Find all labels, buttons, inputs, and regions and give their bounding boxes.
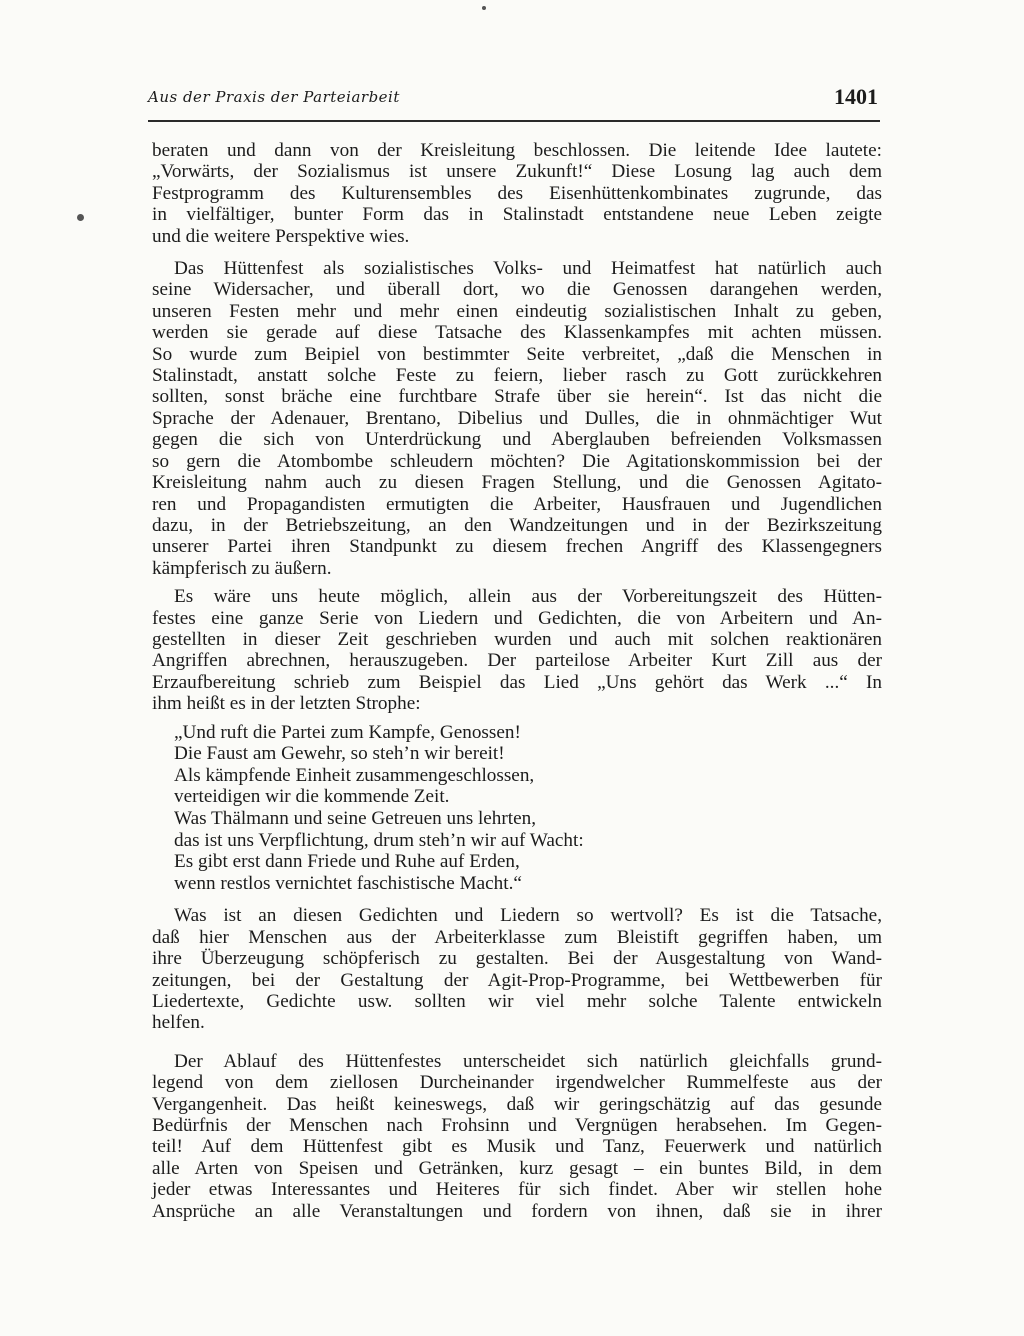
text-line: teil! Auf dem Hüttenfest gibt es Musik und Tanz, Feuerwerk und natürlich — [152, 1136, 882, 1158]
running-title: Aus der Praxis der Parteiarbeit — [148, 88, 400, 106]
poem-line: Als kämpfende Einheit zusammengeschlossen, — [174, 764, 535, 786]
text-line: und die weitere Perspektive wies. — [152, 225, 410, 247]
text-line: ihre Überzeugung schöpferisch zu gestalten. Bei der Ausgestaltung von Wand- — [152, 948, 882, 970]
text-line: Das Hüttenfest als sozialistisches Volks- und Heimatfest hat natürlich auch — [174, 258, 882, 280]
text-line: kämpferisch zu äußern. — [152, 557, 332, 579]
poem-line: Was Thälmann und seine Getreuen uns lehrten, — [174, 807, 537, 829]
text-line: gestellten in dieser Zeit geschrieben wurden und auch mit solchen reaktionären — [152, 628, 882, 650]
text-line: ren und Propagandisten ermutigten die Arbeiter, Hausfrauen und Jugendlichen — [152, 493, 882, 515]
text-line: Erzaufbereitung schrieb zum Beispiel das Lied „Uns gehört das Werk ...“ In — [152, 671, 882, 693]
poem-line: das ist uns Verpflichtung, drum steh’n wir auf Wacht: — [174, 829, 584, 851]
text-line: alle Arten von Speisen und Getränken, kurz gesagt – ein buntes Bild, in dem — [152, 1157, 882, 1179]
text-line: Der Ablauf des Hüttenfestes unterscheidet sich natürlich gleichfalls grund- — [174, 1050, 882, 1072]
running-header — [148, 86, 880, 122]
text-line: unserer Partei ihren Standpunkt zu diesem frechen Angriff des Klassengegners — [152, 536, 882, 558]
text-line: Angriffen abrechnen, herauszugeben. Der parteilose Arbeiter Kurt Zill aus der — [152, 650, 882, 672]
text-line: so gern die Atombombe schleudern möchten? Die Agitationskommission bei der — [152, 450, 882, 472]
text-line: sollten, sonst bräche eine furchtbare Strafe über sie herein“. Ist das nicht die — [152, 386, 882, 408]
text-line: So wurde zum Beipiel von bestimmter Seite verbreitet, „daß die Menschen in — [152, 343, 882, 365]
text-line: Ansprüche an alle Veranstaltungen und fordern von ihnen, daß sie in ihrer — [152, 1200, 882, 1222]
text-line: Sprache der Adenauer, Brentano, Dibelius und Dulles, die in ohnmächtiger Wut — [152, 407, 882, 429]
text-line: in vielfältiger, bunter Form das in Stalinstadt entstandene neue Leben zeigte — [152, 204, 882, 226]
text-line: Es wäre uns heute möglich, allein aus der Vorbereitungszeit des Hütten- — [174, 586, 882, 608]
text-line: Bedürfnis der Menschen nach Frohsinn und Vergnügen herabsehen. Im Gegen- — [152, 1114, 882, 1136]
text-line: Vergangenheit. Das heißt keineswegs, daß wir geringschätzig auf das gesunde — [152, 1093, 882, 1115]
paragraph-3 — [152, 586, 882, 714]
text-line: dazu, in der Betriebszeitung, an den Wandzeitungen und in der Bezirkszeitung — [152, 514, 882, 536]
ink-speck — [482, 6, 486, 10]
text-line: daß hier Menschen aus der Arbeiterklasse zum Bleistift gegriffen haben, um — [152, 926, 882, 948]
text-line: ihm heißt es in der letzten Strophe: — [152, 693, 421, 715]
text-line: Kreisleitung nahm auch zu diesen Fragen Stellung, und die Genossen Agitato- — [152, 472, 882, 494]
text-line: helfen. — [152, 1012, 205, 1034]
poem-line: „Und ruft die Partei zum Kampfe, Genossen! — [174, 721, 521, 743]
paragraph-4 — [152, 905, 882, 1033]
text-line: unseren Festen mehr und mehr einen eindeutig sozialistischen Inhalt zu geben, — [152, 300, 882, 322]
body-text — [152, 140, 882, 1222]
text-line: Stalinstadt, anstatt solche Feste zu feiern, lieber rasch zu Gott zurückkehren — [152, 365, 882, 387]
paragraph-5 — [152, 1051, 882, 1222]
poem-line: verteidigen wir die kommende Zeit. — [174, 786, 450, 808]
poem-stanza — [174, 722, 882, 895]
text-line: legend von dem ziellosen Durcheinander irgendwelcher Rummelfeste aus der — [152, 1072, 882, 1094]
text-line: „Vorwärts, der Sozialismus ist unsere Zukunft!“ Diese Losung lag auch dem — [152, 161, 882, 183]
text-line: Was ist an diesen Gedichten und Liedern so wertvoll? Es ist die Tatsache, — [174, 905, 882, 927]
page-number: 1401 — [834, 84, 878, 109]
ink-speck — [77, 214, 84, 221]
text-line: werden sie gerade auf diese Tatsache des Klassenkampfes mit achten müssen. — [152, 322, 882, 344]
text-line: jeder etwas Interessantes und Heiteres für sich findet. Aber wir stellen hohe — [152, 1179, 882, 1201]
poem-line: Es gibt erst dann Friede und Ruhe auf Erden, — [174, 851, 520, 873]
text-line: seine Widersacher, und überall dort, wo die Genossen darangehen werden, — [152, 279, 882, 301]
text-line: beraten und dann von der Kreisleitung beschlossen. Die leitende Idee lautete: — [152, 140, 882, 161]
text-line: zeitungen, bei der Gestaltung der Agit-Prop-Programme, bei Wettbewerben für — [152, 969, 882, 991]
text-line: gegen die sich von Unterdrückung und Aberglauben befreienden Volksmassen — [152, 429, 882, 451]
paragraph-2 — [152, 258, 882, 579]
text-line: Liedertexte, Gedichte usw. sollten wir viel mehr solche Talente entwickeln — [152, 990, 882, 1012]
text-line: festes eine ganze Serie von Liedern und Gedichten, die von Arbeitern und An- — [152, 607, 882, 629]
poem-line: wenn restlos vernichtet faschistische Macht.“ — [174, 872, 522, 894]
poem-line: Die Faust am Gewehr, so steh’n wir bereit! — [174, 743, 505, 765]
paragraph-1 — [152, 140, 882, 247]
text-line: Festprogramm des Kulturensembles des Eisenhüttenkombinates zugrunde, das — [152, 182, 882, 204]
